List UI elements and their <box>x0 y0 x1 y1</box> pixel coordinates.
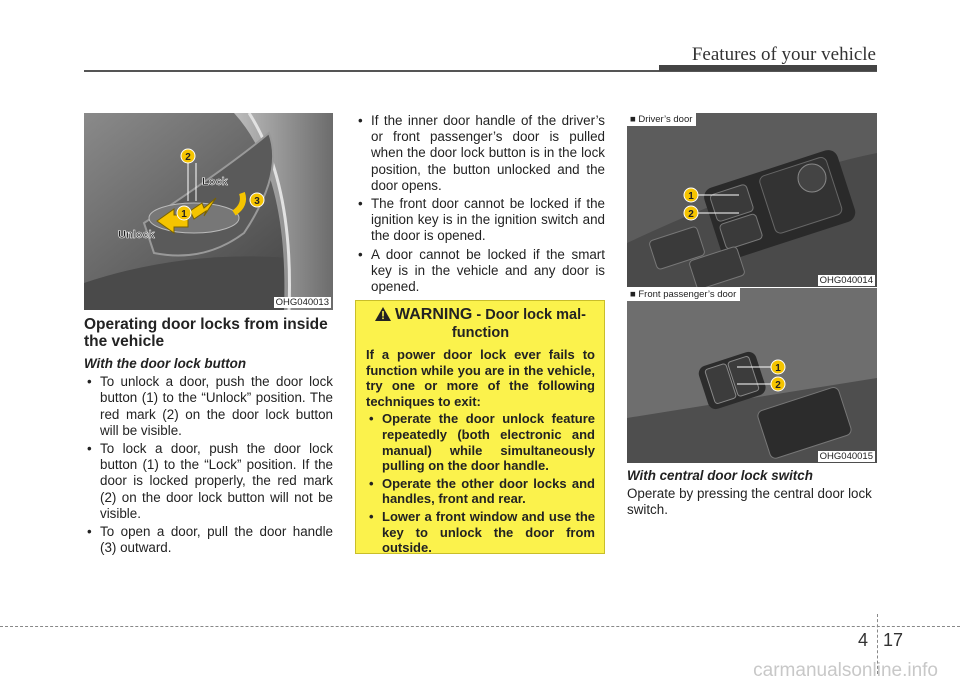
left-bullet-list <box>84 374 333 556</box>
right-column-text <box>627 468 877 519</box>
callout-2: 2 <box>688 209 694 220</box>
header-rule-accent <box>659 65 877 71</box>
passenger-door-photo <box>627 288 877 463</box>
warning-box <box>355 300 605 554</box>
lock-label: Lock <box>202 176 228 188</box>
chapter-number: 4 <box>858 630 869 650</box>
list-item: • To lock a door, push the door lock button (1) to the “Lock” position. If the door is locked properly, the red mark (2) on the door lock button will not be visible. <box>84 441 333 522</box>
warning-bullet-list <box>366 411 595 555</box>
warning-subtitle: - Door lock mal-function <box>451 307 586 341</box>
photo-code: OHG040013 <box>275 297 329 308</box>
callout-2: 2 <box>775 380 781 391</box>
subheading-door-lock-button: With the door lock button <box>84 356 247 371</box>
drivers-door-photo <box>627 113 877 287</box>
subheading-central-switch: With central door lock switch <box>627 468 813 483</box>
unlock-label: Unlock <box>118 229 155 241</box>
list-item: • The front door cannot be locked if the ignition key is in the ignition switch and the door is opened. <box>355 196 605 245</box>
callout-1: 1 <box>688 191 694 202</box>
callout-1: 1 <box>181 209 187 220</box>
photo-code: OHG040015 <box>819 451 873 462</box>
list-item: • Lower a front window and use the key to unlock the door from outside. <box>366 509 595 556</box>
central-switch-body: Operate by pressing the central door lock switch. <box>627 486 872 518</box>
list-item: • To unlock a door, push the door lock button (1) to the “Unlock” position. The red mark (2) on the door lock button will be visible. <box>84 374 333 439</box>
left-column <box>84 316 333 558</box>
warning-body <box>366 347 595 556</box>
list-item: • If the inner door handle of the driver’s or front passenger’s door is pulled when the door lock button is in the lock position, the button unlocked and the door opens. <box>355 113 605 194</box>
list-item: • A door cannot be locked if the smart key is in the vehicle and any door is opened. <box>355 247 605 296</box>
callout-3: 3 <box>254 196 260 207</box>
passenger-door-label: ■ Front passenger’s door <box>627 288 740 301</box>
list-item: • Operate the other door locks and handles, front and rear. <box>366 476 595 507</box>
callout-2: 2 <box>185 152 191 163</box>
section-title: Features of your vehicle <box>691 44 876 65</box>
warning-title <box>366 307 595 341</box>
middle-column <box>355 113 605 297</box>
page-number: 17 <box>883 630 904 650</box>
warning-label: WARNING <box>395 306 473 323</box>
photo-code: OHG040014 <box>819 275 873 286</box>
warning-intro: If a power door lock ever fails to function while you are in the vehicle, try one or more of the following techniques to exit: <box>366 347 595 409</box>
section-heading: Operating door locks from inside the vehicle <box>84 316 328 350</box>
drivers-door-label: ■ Driver’s door <box>627 113 696 126</box>
warning-icon <box>375 307 391 325</box>
list-item: • Operate the door unlock feature repeatedly (both electronic and manual) while simultaneously pulling on the door handle. <box>366 411 595 473</box>
middle-bullet-list <box>355 113 605 295</box>
door-handle-photo <box>84 113 333 310</box>
callout-1: 1 <box>775 363 781 374</box>
footer-rule <box>0 626 960 627</box>
list-item: • To open a door, pull the door handle (3) outward. <box>84 524 333 556</box>
watermark: carmanualsonline.info <box>753 660 938 681</box>
